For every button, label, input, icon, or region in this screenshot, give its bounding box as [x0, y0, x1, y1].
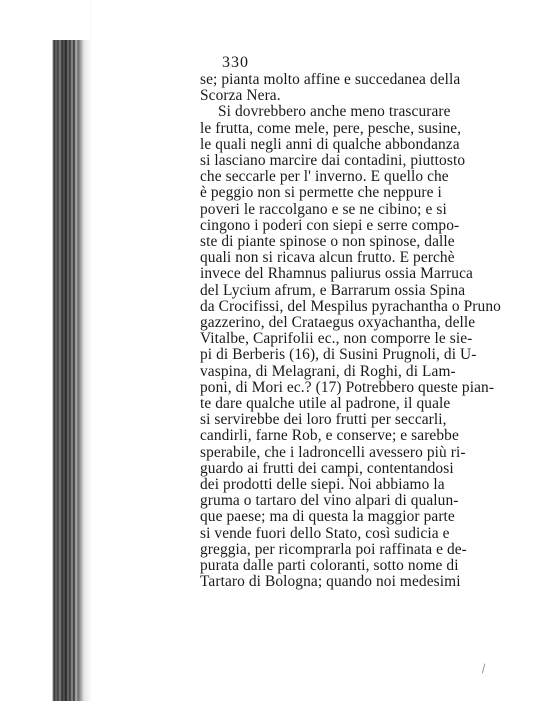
text-line: greggia, per ricomprarla poi raffinata e de- [200, 540, 467, 558]
text-line: gruma o tartaro del vino alpari di qualun- [200, 492, 459, 510]
text-line: le quali negli anni di qualche abbondanza [200, 135, 460, 153]
text-line: candirli, farne Rob, e conserve; e sarebbe [200, 427, 459, 445]
text-line: poveri le raccolgano e se ne cibino; e si [200, 200, 447, 218]
text-line: pi di Berberis (16), di Susini Prugnoli, di U- [200, 346, 477, 364]
text-line: le frutta, come mele, pere, pesche, susine, [200, 119, 462, 137]
text-line: si lasciano marcire dai contadini, piuttosto [200, 152, 466, 170]
text-line: poni, di Mori ec.? (17) Potrebbero queste pian- [200, 378, 495, 396]
text-line: gazzerino, del Crataegus oxyachantha, delle [200, 314, 476, 332]
text-line: guardo ai frutti dei campi, contentandosi [200, 459, 454, 477]
text-line: sperabile, che i ladroncelli avessero più ri- [200, 443, 466, 461]
text-line: se; pianta molto affine e succedanea della [200, 71, 461, 88]
text-line: si vende fuori dello Stato, così sudicia e [200, 524, 450, 542]
text-line: que paese; ma di questa la maggior parte [200, 508, 455, 526]
text-line: è peggio non si permette che neppure i [200, 184, 442, 202]
text-line: ste di piante spinose o non spinose, dalle [200, 233, 455, 251]
page-number: 330 [222, 54, 249, 71]
text-line: del Lycium afrum, e Barrarum ossia Spina [200, 281, 466, 299]
gutter-top-margin [50, 0, 90, 40]
text-line: Si dovrebbero anche meno trascurare [218, 103, 451, 121]
text-line: quali non si ricava alcun frutto. E perchè [200, 249, 455, 267]
text-line: cingono i poderi con siepi e serre compo- [200, 216, 460, 234]
text-line: Vitalbe, Caprifolii ec., non comporre le sie- [200, 330, 473, 348]
text-line: che seccarle per l' inverno. E quello che [200, 168, 449, 186]
text-line: te dare qualche utile al padrone, il quale [200, 395, 451, 413]
body-text [200, 72, 538, 591]
page-content [200, 54, 538, 694]
book-gutter [0, 0, 100, 701]
text-line: Scorza Nera. [200, 87, 281, 105]
text-line: vaspina, di Melagrani, di Roghi, di Lam- [200, 362, 456, 380]
text-line: da Crocifissi, del Mespilus pyrachantha o Pruno [200, 297, 501, 315]
text-line: si servirebbe dei loro frutti per seccarli, [200, 411, 447, 429]
text-line: invece del Rhamnus paliurus ossia Marruca [200, 265, 473, 283]
text-line: dei prodotti delle siepi. Noi abbiamo la [200, 476, 445, 494]
text-line: purata dalle parti coloranti, sotto nome di [200, 557, 459, 575]
ink-mark [482, 664, 489, 675]
text-line: Tartaro di Bologna; quando noi medesimi [200, 573, 461, 591]
